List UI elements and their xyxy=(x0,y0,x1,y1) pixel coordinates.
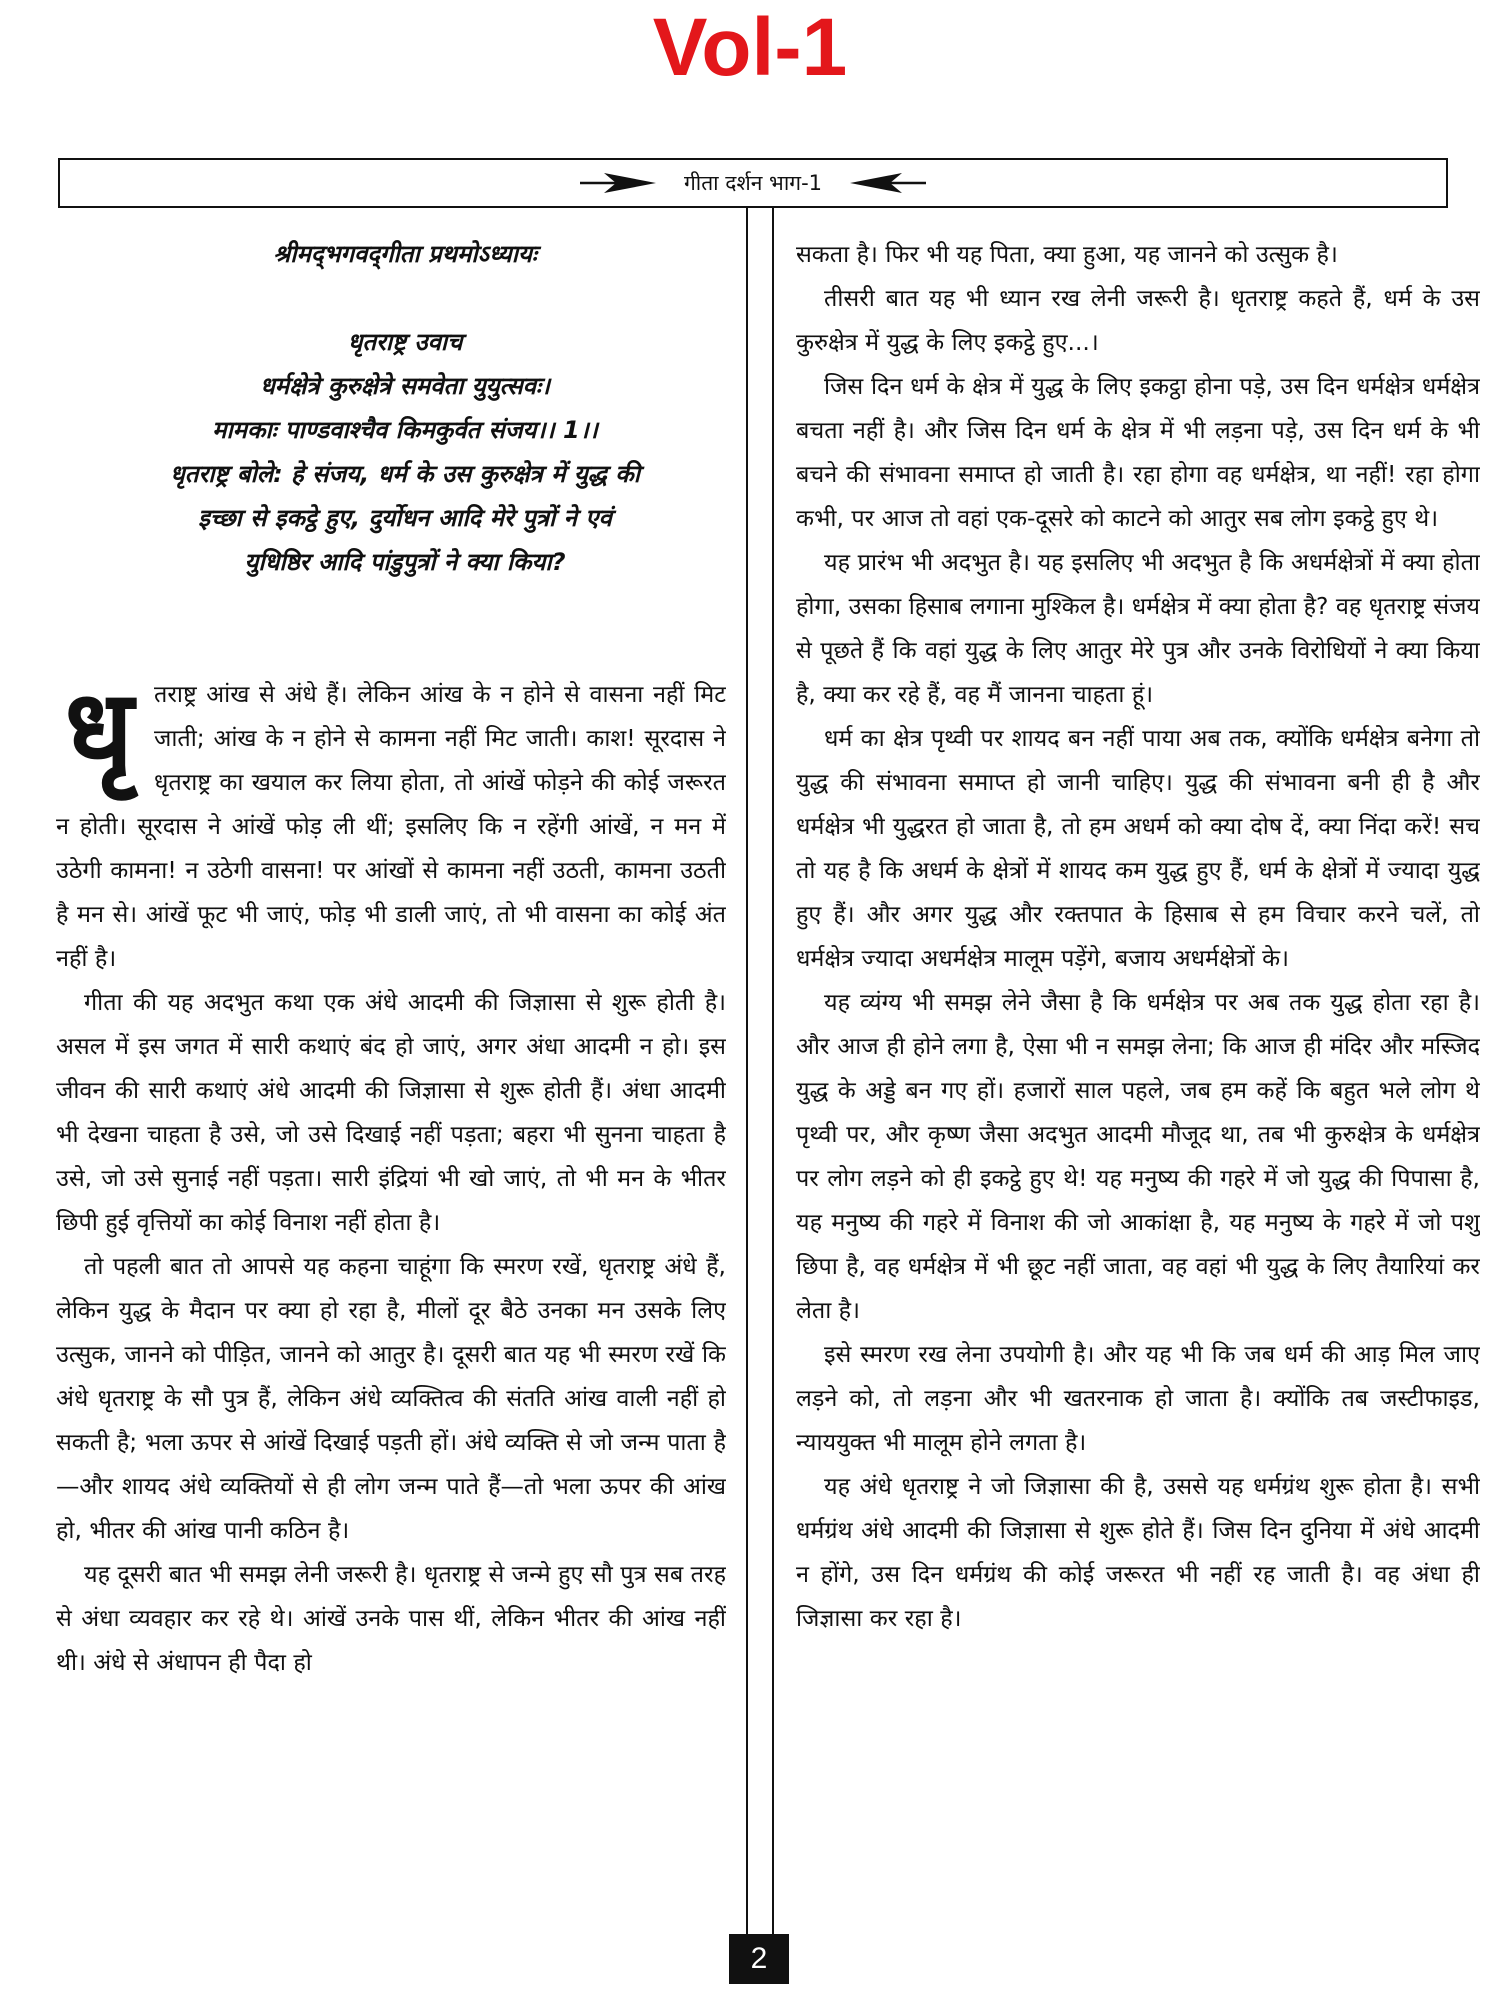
body-paragraph: यह व्यंग्य भी समझ लेने जैसा है कि धर्मक्षेत्र पर अब तक युद्ध होता रहा है। और आज ही होने लगा है, ऐसा भी न समझ लेना; कि आज ही मंदिर और मस्जिद युद्ध के अड्डे बन गए हों। हजारों साल पहले, जब हम कहें कि बहुत भले लोग थे पृथ्वी पर, और कृष्ण जैसा अदभुत आदमी मौजूद था, तब भी कुरुक्षेत्र के धर्मक्षेत्र पर लोग लड़ने को ही इकट्ठे हुए थे! यह मनुष्य की गहरे में जो युद्ध की पिपासा है, यह मनुष्य की गहरे में विनाश की जो आकांक्षा है, यह मनुष्य के गहरे में जो पशु छिपा है, वह धर्मक्षेत्र में भी छूट नहीं जाता, वह वहां भी युद्ध के लिए तैयारियां कर लेता है। xyxy=(796,988,1480,1324)
sanskrit-verse-line-1: धर्मक्षेत्रे कुरुक्षेत्रे समवेता युयुत्सवः। xyxy=(260,372,550,400)
verse-speaker: धृतराष्ट्र उवाच xyxy=(347,328,463,356)
body-paragraph: जिस दिन धर्म के क्षेत्र में युद्ध के लिए इकट्ठा होना पड़े, उस दिन धर्मक्षेत्र धर्मक्षेत्र बचता नहीं है। और जिस दिन धर्म के क्षेत्र में भी लड़ना पड़े, उस दिन धर्म के भी बचने की संभावना समाप्त हो जाती है। रहा होगा वह धर्मक्षेत्र, था नहीं! रहा होगा कभी, पर आज तो वहां एक-दूसरे को काटने को आतुर सब लोग इकट्ठे हुए थे। xyxy=(796,372,1480,532)
column-divider-left xyxy=(746,206,748,1936)
body-paragraph: धर्म का क्षेत्र पृथ्वी पर शायद बन नहीं पाया अब तक, क्योंकि धर्मक्षेत्र बनेगा तो युद्ध की संभावना समाप्त हो जानी चाहिए। युद्ध की संभावना बनी ही है और धर्मक्षेत्र भी युद्धरत हो जाता है, तो हम अधर्म को क्या दोष दें, क्या निंदा करें! सच तो यह है कि अधर्म के क्षेत्रों में शायद कम युद्ध हुए हैं, धर्म के क्षेत्रों में ज्यादा युद्ध हुए हैं। और अगर युद्ध और रक्तपात के हिसाब से हम विचार करने चलें, तो धर्मक्षेत्र ज्यादा अधर्मक्षेत्र मालूम पड़ेंगे, बजाय अधर्मक्षेत्रों के। xyxy=(796,724,1480,972)
body-paragraph xyxy=(56,666,726,980)
arrow-right-icon xyxy=(580,171,656,195)
body-paragraph: यह अंधे धृतराष्ट्र ने जो जिज्ञासा की है, उससे यह धर्मग्रंथ शुरू होता है। सभी धर्मग्रंथ अंधे आदमी की जिज्ञासा से शुरू होते हैं। जिस दिन दुनिया में अंधे आदमी न होंगे, उस दिन धर्मग्रंथ की कोई जरूरत भी नहीं रह जाती है। वह अंधा ही जिज्ञासा कर रहा है। xyxy=(796,1472,1480,1632)
running-title: गीता दर्शन भाग-1 xyxy=(683,171,823,195)
left-column xyxy=(56,232,726,1932)
translation-line-1: धृतराष्ट्र बोले: हे संजय, धर्म के उस कुरुक्षेत्र में युद्ध की xyxy=(170,460,640,488)
chapter-title: श्रीमद्‌भगवद्‌गीता प्रथमोऽध्यायः xyxy=(273,240,537,268)
column-divider-right xyxy=(772,206,774,1936)
volume-label: Vol-1 xyxy=(652,2,848,93)
sanskrit-verse-line-2: मामकाः पाण्डवाश्चैव किमकुर्वत संजय।। 1।। xyxy=(212,416,598,444)
body-paragraph: इसे स्मरण रख लेना उपयोगी है। और यह भी कि जब धर्म की आड़ मिल जाए लड़ने को, तो लड़ना और भी खतरनाक हो जाता है। क्योंकि तब जस्टीफाइड, न्याययुक्त भी मालूम होने लगता है। xyxy=(796,1340,1480,1456)
body-paragraph: तीसरी बात यह भी ध्यान रख लेनी जरूरी है। धृतराष्ट्र कहते हैं, धर्म के उस कुरुक्षेत्र में युद्ध के लिए इकट्ठे हुए...। xyxy=(796,284,1480,356)
right-column xyxy=(796,232,1480,1932)
body-paragraph: तो पहली बात तो आपसे यह कहना चाहूंगा कि स्मरण रखें, धृतराष्ट्र अंधे हैं, लेकिन युद्ध के मैदान पर क्या हो रहा है, मीलों दूर बैठे उनका मन उसके लिए उत्सुक, जानने को पीड़ित, जानने को आतुर है। दूसरी बात यह भी स्मरण रखें कि अंधे धृतराष्ट्र के सौ पुत्र हैं, लेकिन अंधे व्यक्तित्व की संतति आंख वाली नहीं हो सकती है; भला ऊपर से आंखें दिखाई पड़ती हों। अंधे व्यक्ति से जो जन्म पाता है—और शायद अंधे व्यक्तियों से ही लोग जन्म पाते हैं—तो भला ऊपर की आंख हो, भीतर की आंख पानी कठिन है। xyxy=(56,1252,726,1544)
body-paragraph: यह दूसरी बात भी समझ लेनी जरूरी है। धृतराष्ट्र से जन्मे हुए सौ पुत्र सब तरह से अंधा व्यवहार कर रहे थे। आंखें उनके पास थीं, लेकिन भीतर की आंख नहीं थी। अंधे से अंधापन ही पैदा हो xyxy=(56,1560,726,1676)
translation-line-3: युधिष्ठिर आदि पांडुपुत्रों ने क्या किया? xyxy=(244,548,566,576)
translation-line-2: इच्छा से इकट्ठे हुए, दुर्योधन आदि मेरे पुत्रों ने एवं xyxy=(198,504,612,532)
arrow-left-icon xyxy=(850,171,926,195)
drop-cap: धृ xyxy=(64,666,134,796)
body-paragraph: सकता है। फिर भी यह पिता, क्या हुआ, यह जानने को उत्सुक है। xyxy=(796,240,1338,268)
body-paragraph: यह प्रारंभ भी अदभुत है। यह इसलिए भी अदभुत है कि अधर्मक्षेत्रों में क्या होता होगा, उसका हिसाब लगाना मुश्किल है। धर्मक्षेत्र में क्या होता है? वह धृतराष्ट्र संजय से पूछते हैं कि वहां युद्ध के लिए आतुर मेरे पुत्र और उनके विरोधियों ने क्या किया है, क्या कर रहे हैं, वह मैं जानना चाहता हूं। xyxy=(796,548,1480,708)
page-number: 2 xyxy=(729,1934,789,1984)
body-paragraph: गीता की यह अदभुत कथा एक अंधे आदमी की जिज्ञासा से शुरू होती है। असल में इस जगत में सारी कथाएं बंद हो जाएं, अगर अंधा आदमी न हो। इस जीवन की सारी कथाएं अंधे आदमी की जिज्ञासा से शुरू होती हैं। अंधा आदमी भी देखना चाहता है उसे, जो उसे दिखाई नहीं पड़ता; बहरा भी सुनना चाहता है उसे, जो उसे सुनाई नहीं पड़ता। सारी इंद्रियां भी खो जाएं, तो भी मन के भीतर छिपी हुई वृत्तियों का कोई विनाश नहीं होता है। xyxy=(56,988,726,1236)
running-header xyxy=(58,158,1448,208)
paragraph-text: तराष्ट्र आंख से अंधे हैं। लेकिन आंख के न होने से वासना नहीं मिट जाती; आंख के न होने से कामना नहीं मिट जाती। काश! सूरदास ने धृतराष्ट्र का खयाल कर लिया होता, तो आंखें फोड़ने की कोई जरूरत न होती। सूरदास ने आंखें फोड़ ली थीं; इसलिए कि न रहेंगी आंखें, न मन में उठेगी कामना! न उठेगी वासना! पर आंखों से कामना नहीं उठती, कामना उठती है मन से। आंखें फूट भी जाएं, फोड़ भी डाली जाएं, तो भी वासना का कोई अंत नहीं है। xyxy=(56,680,726,972)
